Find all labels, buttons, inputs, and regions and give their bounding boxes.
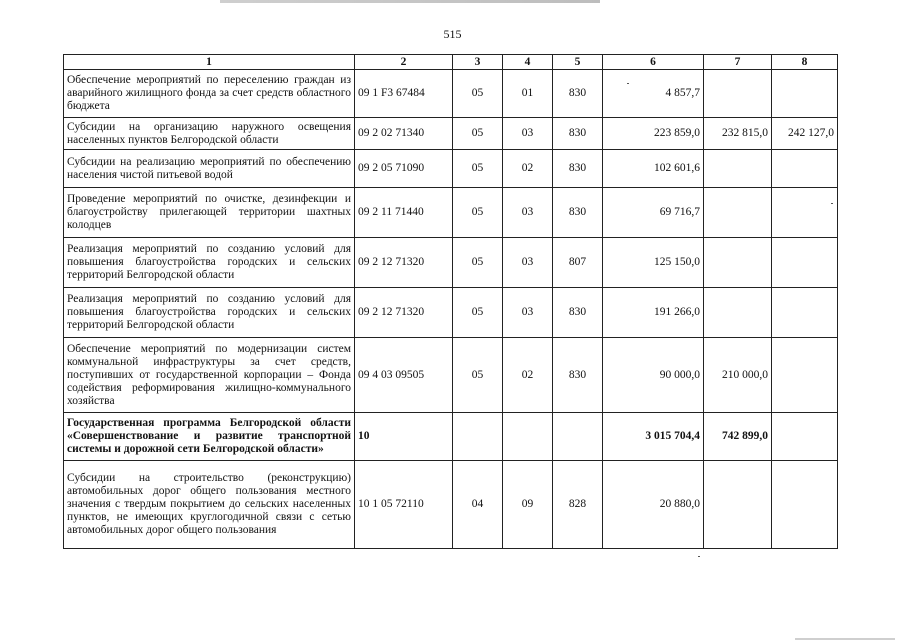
row-amount-col7: [704, 188, 772, 238]
row-description: Реализация мероприятий по созданию условий для повышения благоустройства городских и сельских территорий Белгородской области: [64, 288, 355, 338]
row-description: Обеспечение мероприятий по переселению граждан из аварийного жилищного фонда за счет средств областного бюджета: [64, 70, 355, 118]
row-amount-col6: 102 601,6: [603, 150, 704, 188]
row-amount-col8: [772, 288, 838, 338]
scan-speck: [831, 203, 833, 204]
row-code: 09 2 11 71440: [355, 188, 453, 238]
row-expense-type: 830: [553, 288, 603, 338]
table-row-program: [64, 413, 838, 461]
header-row: [64, 55, 838, 70]
page-number: 515: [443, 27, 462, 41]
row-amount-col7: 210 000,0: [704, 338, 772, 413]
table-row: [64, 70, 838, 118]
row-amount-col6: 125 150,0: [603, 238, 704, 288]
row-description: Государственная программа Белгородской области «Совершенствование и развитие транспортной системы и дорожной сети Белгородской области»: [64, 413, 355, 461]
budget-table: [63, 54, 838, 549]
row-subsection: 03: [503, 188, 553, 238]
row-amount-col6: 4 857,7: [603, 70, 704, 118]
row-subsection: 03: [503, 238, 553, 288]
header-cell-5: 5: [553, 55, 603, 70]
row-code: 09 2 12 71320: [355, 238, 453, 288]
row-amount-col7: [704, 150, 772, 188]
row-subsection: 03: [503, 288, 553, 338]
row-expense-type: [553, 413, 603, 461]
row-subsection: 09: [503, 461, 553, 549]
row-expense-type: 830: [553, 188, 603, 238]
header-cell-8: 8: [772, 55, 838, 70]
row-amount-col8: [772, 461, 838, 549]
header-cell-1: 1: [64, 55, 355, 70]
row-code: 09 2 12 71320: [355, 288, 453, 338]
row-description: Субсидии на реализацию мероприятий по обеспечению населения чистой питьевой водой: [64, 150, 355, 188]
row-amount-col8: 242 127,0: [772, 118, 838, 150]
row-code: 09 1 F3 67484: [355, 70, 453, 118]
row-amount-col8: [772, 338, 838, 413]
row-subsection: 02: [503, 338, 553, 413]
row-description: Проведение мероприятий по очистке, дезинфекции и благоустройству прилегающей территории шахтных колодцев: [64, 188, 355, 238]
row-description: Субсидии на строительство (реконструкцию) автомобильных дорог общего пользования местного значения с твердым покрытием до сельских населенных пунктов, не имеющих круглогодичной связи с сетью автомобильных дорог общего пользования: [64, 461, 355, 549]
row-subsection: 03: [503, 118, 553, 150]
header-cell-4: 4: [503, 55, 553, 70]
row-amount-col7: 742 899,0: [704, 413, 772, 461]
row-amount-col6: 90 000,0: [603, 338, 704, 413]
row-amount-col7: 232 815,0: [704, 118, 772, 150]
row-expense-type: 830: [553, 118, 603, 150]
row-description: Субсидии на организацию наружного освещения населенных пунктов Белгородской области: [64, 118, 355, 150]
scan-speck: [627, 83, 629, 84]
scan-edge-top: [0, 0, 905, 3]
row-code: 09 2 02 71340: [355, 118, 453, 150]
row-expense-type: 830: [553, 150, 603, 188]
header-cell-6: 6: [603, 55, 704, 70]
row-section: [453, 413, 503, 461]
row-subsection: 02: [503, 150, 553, 188]
row-amount-col6: 69 716,7: [603, 188, 704, 238]
row-amount-col8: [772, 70, 838, 118]
row-amount-col6: 3 015 704,4: [603, 413, 704, 461]
row-subsection: 01: [503, 70, 553, 118]
row-amount-col6: 191 266,0: [603, 288, 704, 338]
row-section: 05: [453, 70, 503, 118]
table-row: [64, 338, 838, 413]
row-code: 10: [355, 413, 453, 461]
row-description: Реализация мероприятий по созданию условий для повышения благоустройства городских и сельских территорий Белгородской области: [64, 238, 355, 288]
row-expense-type: 830: [553, 70, 603, 118]
row-expense-type: 807: [553, 238, 603, 288]
row-description: Обеспечение мероприятий по модернизации систем коммунальной инфраструктуры за счет средств, поступивших от государственной корпорации – Фонда содействия реформирования жилищно-коммунального хозяйства: [64, 338, 355, 413]
table-row: [64, 150, 838, 188]
row-code: 09 2 05 71090: [355, 150, 453, 188]
row-amount-col7: [704, 288, 772, 338]
row-amount-col8: [772, 413, 838, 461]
table-row: [64, 118, 838, 150]
row-section: 05: [453, 150, 503, 188]
row-amount-col7: [704, 461, 772, 549]
table-row: [64, 288, 838, 338]
scan-speck: [698, 556, 700, 557]
row-section: 05: [453, 118, 503, 150]
row-section: 05: [453, 288, 503, 338]
table-row: [64, 188, 838, 238]
table-row: [64, 461, 838, 549]
row-amount-col6: 223 859,0: [603, 118, 704, 150]
row-amount-col7: [704, 238, 772, 288]
row-amount-col8: [772, 150, 838, 188]
header-cell-2: 2: [355, 55, 453, 70]
row-section: 05: [453, 188, 503, 238]
row-code: 09 4 03 09505: [355, 338, 453, 413]
row-subsection: [503, 413, 553, 461]
row-amount-col6: 20 880,0: [603, 461, 704, 549]
table-row: [64, 238, 838, 288]
row-amount-col7: [704, 70, 772, 118]
header-cell-3: 3: [453, 55, 503, 70]
row-section: 05: [453, 238, 503, 288]
row-amount-col8: [772, 188, 838, 238]
row-section: 05: [453, 338, 503, 413]
row-expense-type: 828: [553, 461, 603, 549]
row-section: 04: [453, 461, 503, 549]
header-cell-7: 7: [704, 55, 772, 70]
row-amount-col8: [772, 238, 838, 288]
row-expense-type: 830: [553, 338, 603, 413]
row-code: 10 1 05 72110: [355, 461, 453, 549]
